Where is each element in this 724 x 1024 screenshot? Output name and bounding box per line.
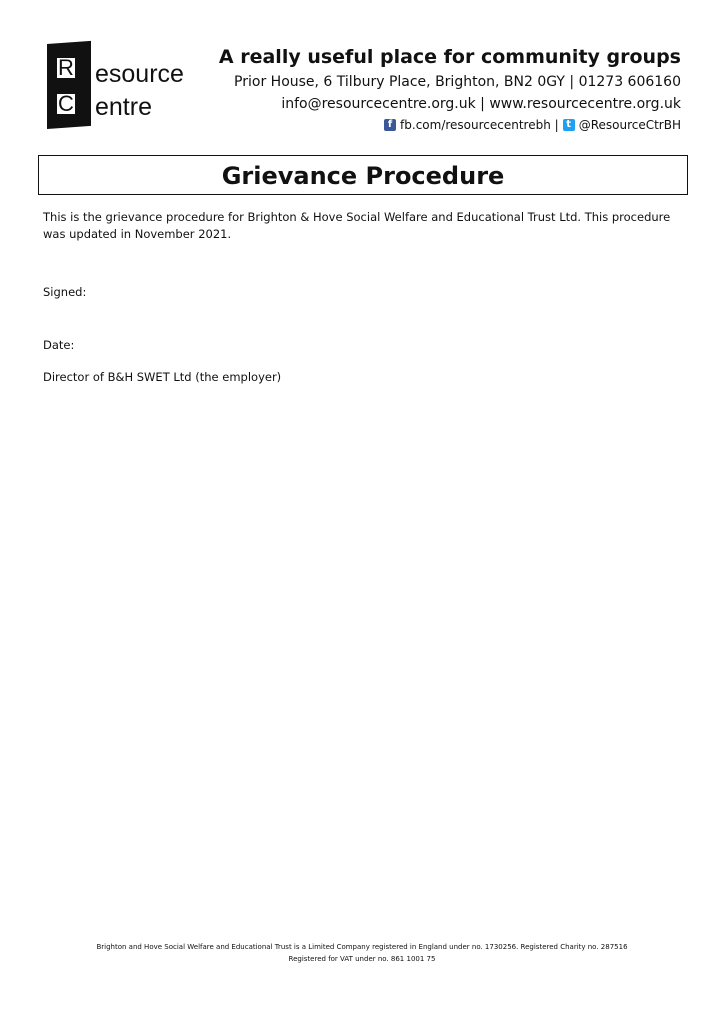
- twitter-icon: t: [563, 119, 575, 131]
- address-line: Prior House, 6 Tilbury Place, Brighton, BN2 0GY | 01273 606160: [234, 74, 681, 90]
- logo-word-centre: entre: [95, 93, 152, 121]
- facebook-icon: f: [384, 119, 396, 131]
- resource-centre-logo: [45, 44, 205, 134]
- logo-letter-c: C: [55, 92, 77, 116]
- tagline: A really useful place for community groups: [218, 46, 681, 68]
- social-links: [211, 115, 681, 135]
- director-line: Director of B&H SWET Ltd (the employer): [43, 370, 282, 384]
- letterhead-contact: [211, 43, 681, 135]
- intro-paragraph: This is the grievance procedure for Brighton & Hove Social Welfare and Educational Trust Ltd. This procedure was updated in November 2021.: [43, 210, 671, 241]
- page-title: Grievance Procedure: [221, 162, 505, 190]
- footer-vat-line: Registered for VAT under no. 861 1001 75: [288, 955, 436, 963]
- signed-label: Signed:: [43, 285, 87, 299]
- facebook-link[interactable]: fb.com/resourcecentrebh |: [400, 118, 559, 132]
- date-label: Date:: [43, 338, 75, 352]
- twitter-handle[interactable]: @ResourceCtrBH: [578, 118, 681, 132]
- logo-letter-r: R: [55, 56, 77, 80]
- footer-registration-line: Brighton and Hove Social Welfare and Educational Trust is a Limited Company registered in England under no. 1730256. Registered Charity no. 287516: [96, 943, 628, 951]
- title-box: [38, 155, 688, 195]
- footer: [0, 941, 724, 965]
- logo-word-resource: esource: [95, 60, 184, 88]
- web-line: info@resourcecentre.org.uk | www.resourcecentre.org.uk: [281, 96, 681, 112]
